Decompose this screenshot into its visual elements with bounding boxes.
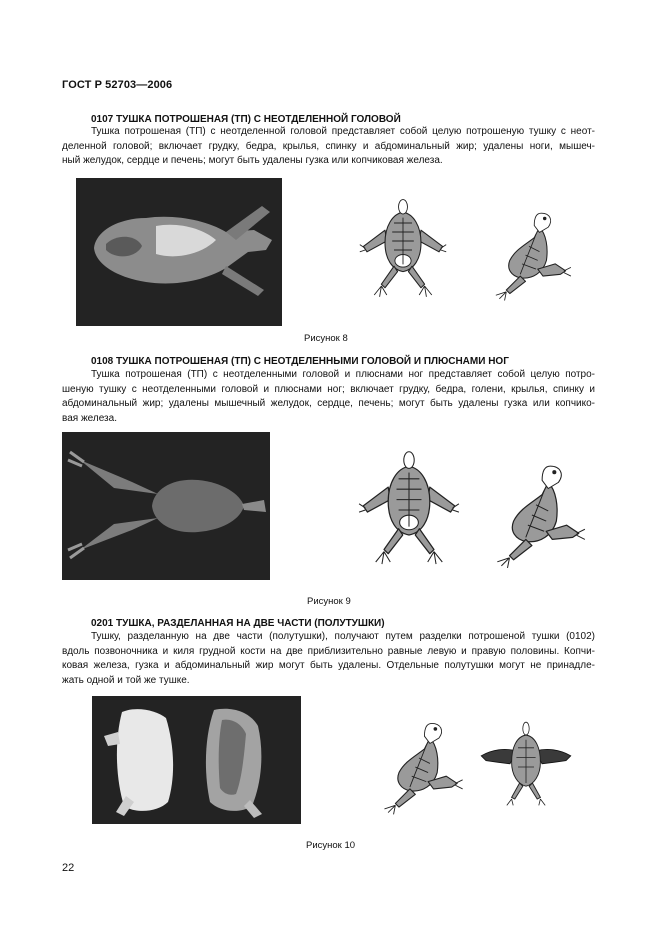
section-text-0201 [62,630,595,688]
figure-10-drawing-spread [478,708,574,818]
figure-8-photo [76,178,282,326]
text-line: жать одной и той же тушке. [62,674,190,686]
figure-9-photo [62,432,270,580]
figure-9-drawing-side [484,460,588,572]
figure-10-photo [92,696,301,824]
figure-9-drawing-top [357,446,461,574]
text-line: вая железа. [62,412,117,424]
section-text-0108 [62,368,595,426]
section-text-0107 [62,125,595,169]
text-line: деленной головой; включает грудку, бедра, крылья, спинку и абдоминальный жир; удалены ноги, мышеч- [62,140,595,152]
document-header: ГОСТ Р 52703—2006 [62,79,173,91]
text-line: вдоль позвоночника и киля грудной кости на две приблизительно равные левую и правую половины. Копчи- [62,645,595,657]
figure-8-drawing-side [477,208,581,304]
half-carcasses-image [92,696,301,824]
section-title-0107: 0107 ТУШКА ПОТРОШЕНАЯ (ТП) С НЕОТДЕЛЕННОЙ ГОЛОВОЙ [91,114,401,125]
text-line: ный желудок, сердце и печень; могут быть удалены гузка или копчиковая железа. [62,155,443,167]
section-title-0201: 0201 ТУШКА, РАЗДЕЛАННАЯ НА ДВЕ ЧАСТИ (ПОЛУТУШКИ) [91,618,385,629]
text-line: шеную тушку с неотделенными головой и плюснами ног; включает грудку, бедра, голени, крылья, спинку и [62,383,595,395]
plucked-carcass-image [76,178,282,326]
carcass-with-legs-image [62,432,270,580]
text-line: Тушку, разделанную на две части (полутушки), получают путем разделки потрошеной тушки (0102) [91,631,595,642]
text-line: Тушка потрошеная (ТП) с неотделенными головой и плюснами ног представляет собой целую потро- [91,369,595,380]
text-line: Тушка потрошеная (ТП) с неотделенной головой представляет собой целую потрошеную тушку с неот- [91,126,595,137]
page-number: 22 [62,862,75,874]
figure-10-drawing-half [372,718,466,818]
figure-10-caption: Рисунок 10 [306,840,356,851]
section-title-0108: 0108 ТУШКА ПОТРОШЕНАЯ (ТП) С НЕОТДЕЛЕННЫМИ ГОЛОВОЙ И ПЛЮСНАМИ НОГ [91,356,509,367]
figure-8-drawing-top [357,196,449,304]
text-line: абдоминальный жир; удалены мышечный желудок, сердце, печень; могут быть удалены гузка или копчико- [62,398,595,410]
figure-9-caption: Рисунок 9 [307,596,351,607]
text-line: ковая железа, гузка и абдоминальный жир могут быть удалены. Отдельные полутушки могут не принадле- [62,660,595,672]
figure-8-caption: Рисунок 8 [304,333,348,344]
